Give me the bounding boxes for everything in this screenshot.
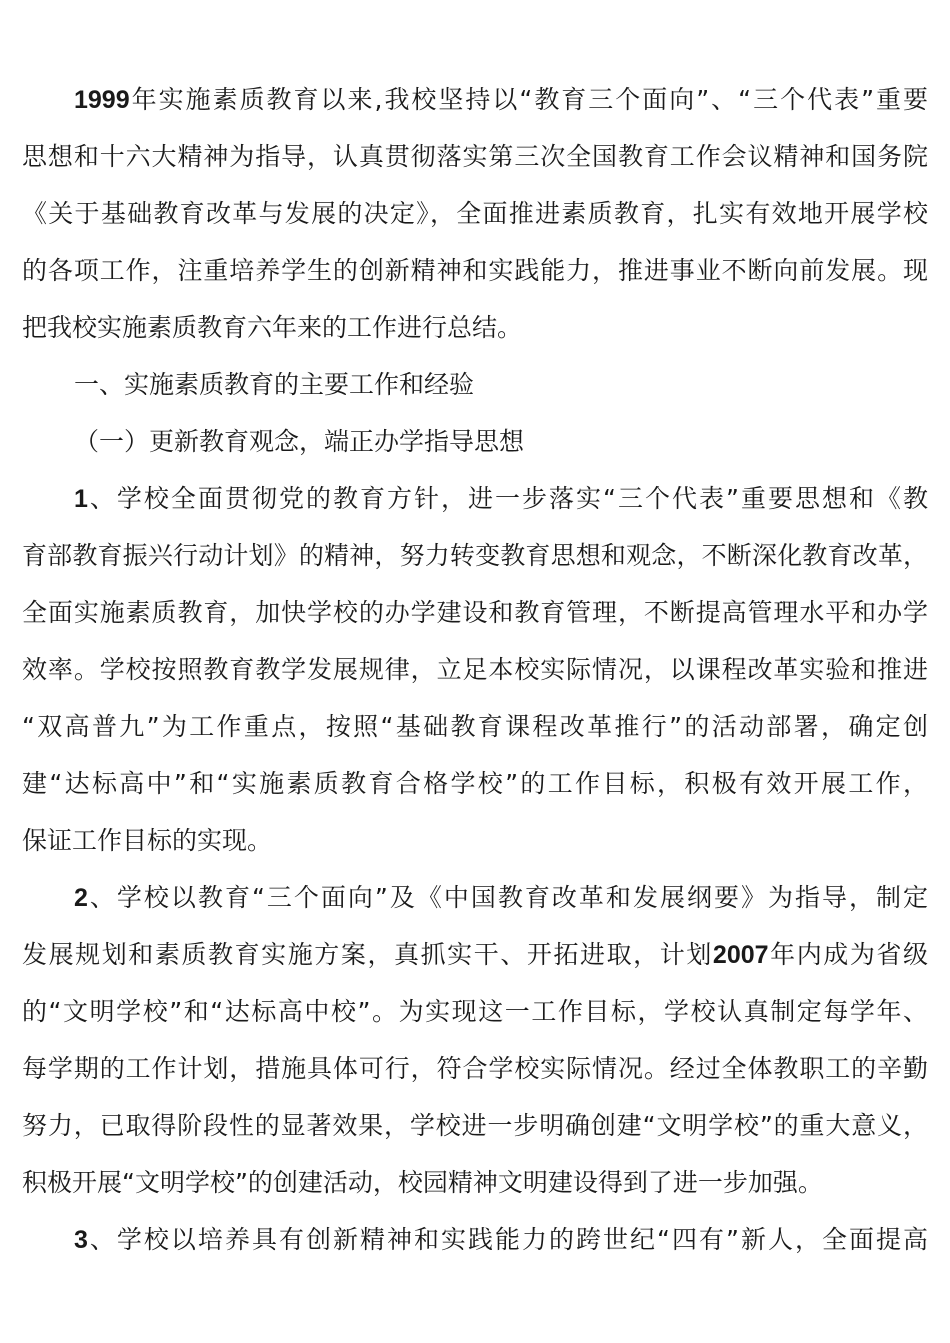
paragraph-2-line-3: 全面实施素质教育，加快学校的办学建设和教育管理，不断提高管理水平和办学 (22, 598, 928, 627)
paragraph-1-line-4: 的各项工作，注重培养学生的创新精神和实践能力，推进事业不断向前发展。现 (22, 256, 928, 285)
text-segment: 年内成为省级 (768, 940, 928, 969)
paragraph-2-line-2: 育部教育振兴行动计划》的精神，努力转变教育思想和观念，不断深化教育改革， (22, 541, 928, 570)
paragraph-1-line-3: 《关于基础教育改革与发展的决定》，全面推进素质教育，扎实有效地开展学校 (22, 199, 928, 228)
item-number: 3 (74, 1226, 88, 1254)
year-number: 1999 (74, 86, 130, 114)
paragraph-2-line-5: “双高普九”为工作重点，按照“基础教育课程改革推行”的活动部署，确定创 (22, 712, 928, 741)
item-number: 1 (74, 485, 88, 513)
paragraph-2-line-6: 建“达标高中”和“实施素质教育合格学校”的工作目标，积极有效开展工作， (22, 769, 928, 798)
paragraph-3-line-5: 努力，已取得阶段性的显著效果，学校进一步明确创建“文明学校”的重大意义， (22, 1111, 928, 1140)
paragraph-1-line-1 (74, 80, 928, 120)
paragraph-3-line-2 (22, 935, 928, 975)
paragraph-2-line-7: 保证工作目标的实现。 (22, 826, 273, 855)
text-segment: 年实施素质教育以来,我校坚持以“教育三个面向”、“三个代表”重要 (129, 85, 928, 114)
text-segment: 、学校以教育“三个面向”及《中国教育改革和发展纲要》为指导，制定 (87, 883, 928, 912)
subsection-heading: （一）更新教育观念，端正办学指导思想 (74, 427, 525, 456)
paragraph-3-line-6: 积极开展“文明学校”的创建活动，校园精神文明建设得到了进一步加强。 (22, 1168, 823, 1197)
text-segment: 、学校以培养具有创新精神和实践能力的跨世纪“四有”新人，全面提高 (87, 1225, 928, 1254)
paragraph-2-line-1 (74, 479, 928, 519)
paragraph-3-line-3: 的“文明学校”和“达标高中校”。为实现这一工作目标，学校认真制定每学年、 (22, 997, 928, 1026)
text-segment: 、学校全面贯彻党的教育方针，进一步落实“三个代表”重要思想和《教 (87, 484, 928, 513)
year-number: 2007 (712, 941, 769, 969)
paragraph-3-line-1 (74, 878, 928, 918)
paragraph-1-line-2: 思想和十六大精神为指导，认真贯彻落实第三次全国教育工作会议精神和国务院 (22, 142, 928, 171)
paragraph-4-line-1 (74, 1220, 928, 1260)
paragraph-3-line-4: 每学期的工作计划，措施具体可行，符合学校实际情况。经过全体教职工的辛勤 (22, 1054, 928, 1083)
item-number: 2 (74, 884, 88, 912)
paragraph-1-line-5: 把我校实施素质教育六年来的工作进行总结。 (22, 313, 523, 342)
section-heading: 一、实施素质教育的主要工作和经验 (74, 370, 475, 399)
text-segment: 发展规划和素质教育实施方案，真抓实干、开拓进取，计划 (22, 940, 713, 969)
paragraph-2-line-4: 效率。学校按照教育教学发展规律，立足本校实际情况，以课程改革实验和推进 (22, 655, 928, 684)
